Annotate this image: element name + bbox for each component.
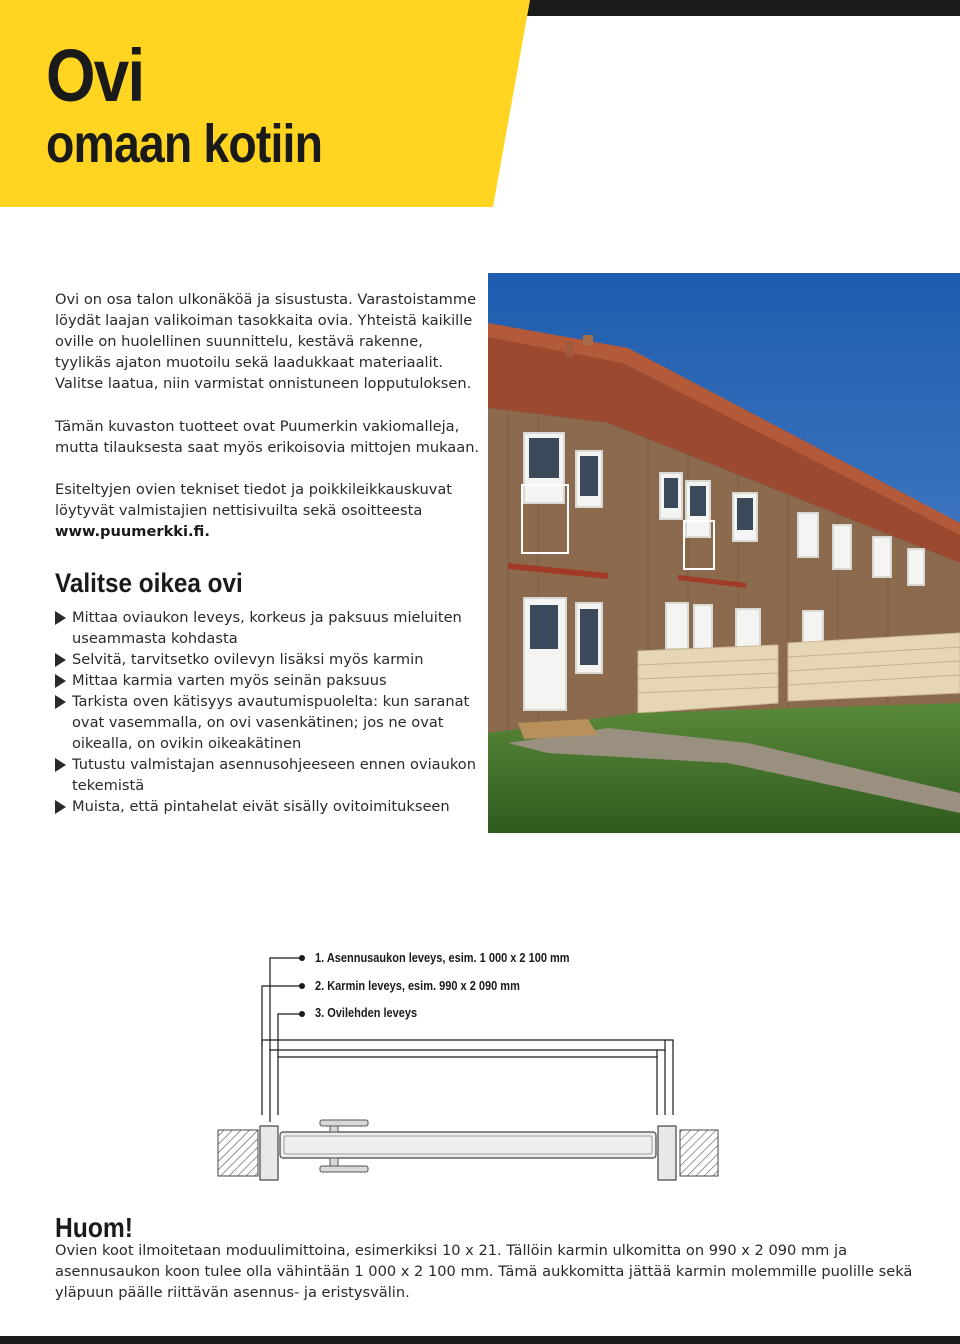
- list-item: [55, 754, 485, 796]
- bottom-bar: [0, 1336, 960, 1344]
- list-item-text: Mittaa karmia varten myös seinän paksuus: [72, 672, 387, 689]
- list-item: [55, 607, 485, 649]
- door-frame-diagram: [210, 940, 730, 1190]
- list-item-text: Tarkista oven kätisyys avautumispuolelta: kun saranat ovat vasemmalla, on ovi vasenkätinen; jos ne ovat oikealla, on ovikin oikeakätinen: [72, 693, 470, 752]
- page-title: Ovi: [46, 34, 144, 117]
- triangle-bullet-icon: [55, 800, 66, 814]
- triangle-bullet-icon: [55, 758, 66, 772]
- list-item-text: Muista, että pintahelat eivät sisälly ovitoimitukseen: [72, 798, 450, 815]
- note-heading: Huom!: [55, 1212, 134, 1243]
- intro-paragraph-2: Tämän kuvaston tuotteet ovat Puumerkin vakiomalleja, mutta tilauksesta saat myös erikoisovia mittojen mukaan.: [55, 418, 480, 456]
- intro-paragraph-3-text: Esiteltyjen ovien tekniset tiedot ja poikkileikkauskuvat löytyvät valmistajien nettisivuilta sekä osoitteesta: [55, 481, 453, 519]
- list-item-text: Mittaa oviaukon leveys, korkeus ja paksuus mieluiten useammasta kohdasta: [72, 609, 462, 647]
- checklist: [55, 607, 485, 817]
- diagram-label-2: 2. Karmin leveys, esim. 990 x 2 090 mm: [315, 979, 520, 993]
- intro-paragraph-3: [55, 479, 480, 542]
- list-item: [55, 796, 485, 817]
- website-link[interactable]: www.puumerkki.fi.: [55, 523, 210, 540]
- yellow-header-band: [0, 0, 960, 210]
- list-item: [55, 649, 485, 670]
- triangle-bullet-icon: [55, 611, 66, 625]
- diagram-label-3: 3. Ovilehden leveys: [315, 1006, 418, 1020]
- diagram-label-1: 1. Asennusaukon leveys, esim. 1 000 x 2 100 mm: [315, 951, 570, 965]
- triangle-bullet-icon: [55, 674, 66, 688]
- intro-paragraph-1: Ovi on osa talon ulkonäköä ja sisustusta. Varastoistamme löydät laajan valikoiman tasokkaita ovia. Yhteistä kaikille oville on huolellinen suunnittelu, kestävä rakenne, tyylikäs ajaton muotoilu sekä laadukkaat materiaalit. Valitse laatua, niin varmistat onnistuneen lopputuloksen.: [55, 291, 477, 392]
- row-house-photo: [488, 273, 960, 833]
- list-item: [55, 691, 485, 754]
- triangle-bullet-icon: [55, 653, 66, 667]
- triangle-bullet-icon: [55, 695, 66, 709]
- note-text: Ovien koot ilmoitetaan moduulimittoina, esimerkiksi 10 x 21. Tällöin karmin ulkomitta on 990 x 2 090 mm ja asennusaukon koon tulee olla vähintään 1 000 x 2 100 mm. Tämä aukkomitta jättää karmin molemmille puolille sekä yläpuun päälle riittävän asennus- ja eristysvälin.: [55, 1242, 913, 1301]
- list-item-text: Selvitä, tarvitsetko ovilevyn lisäksi myös karmin: [72, 651, 424, 668]
- page-subtitle: omaan kotiin: [46, 114, 323, 174]
- list-item-text: Tutustu valmistajan asennusohjeeseen ennen oviaukon tekemistä: [72, 756, 476, 794]
- list-item: [55, 670, 485, 691]
- checklist-heading: Valitse oikea ovi: [55, 568, 243, 598]
